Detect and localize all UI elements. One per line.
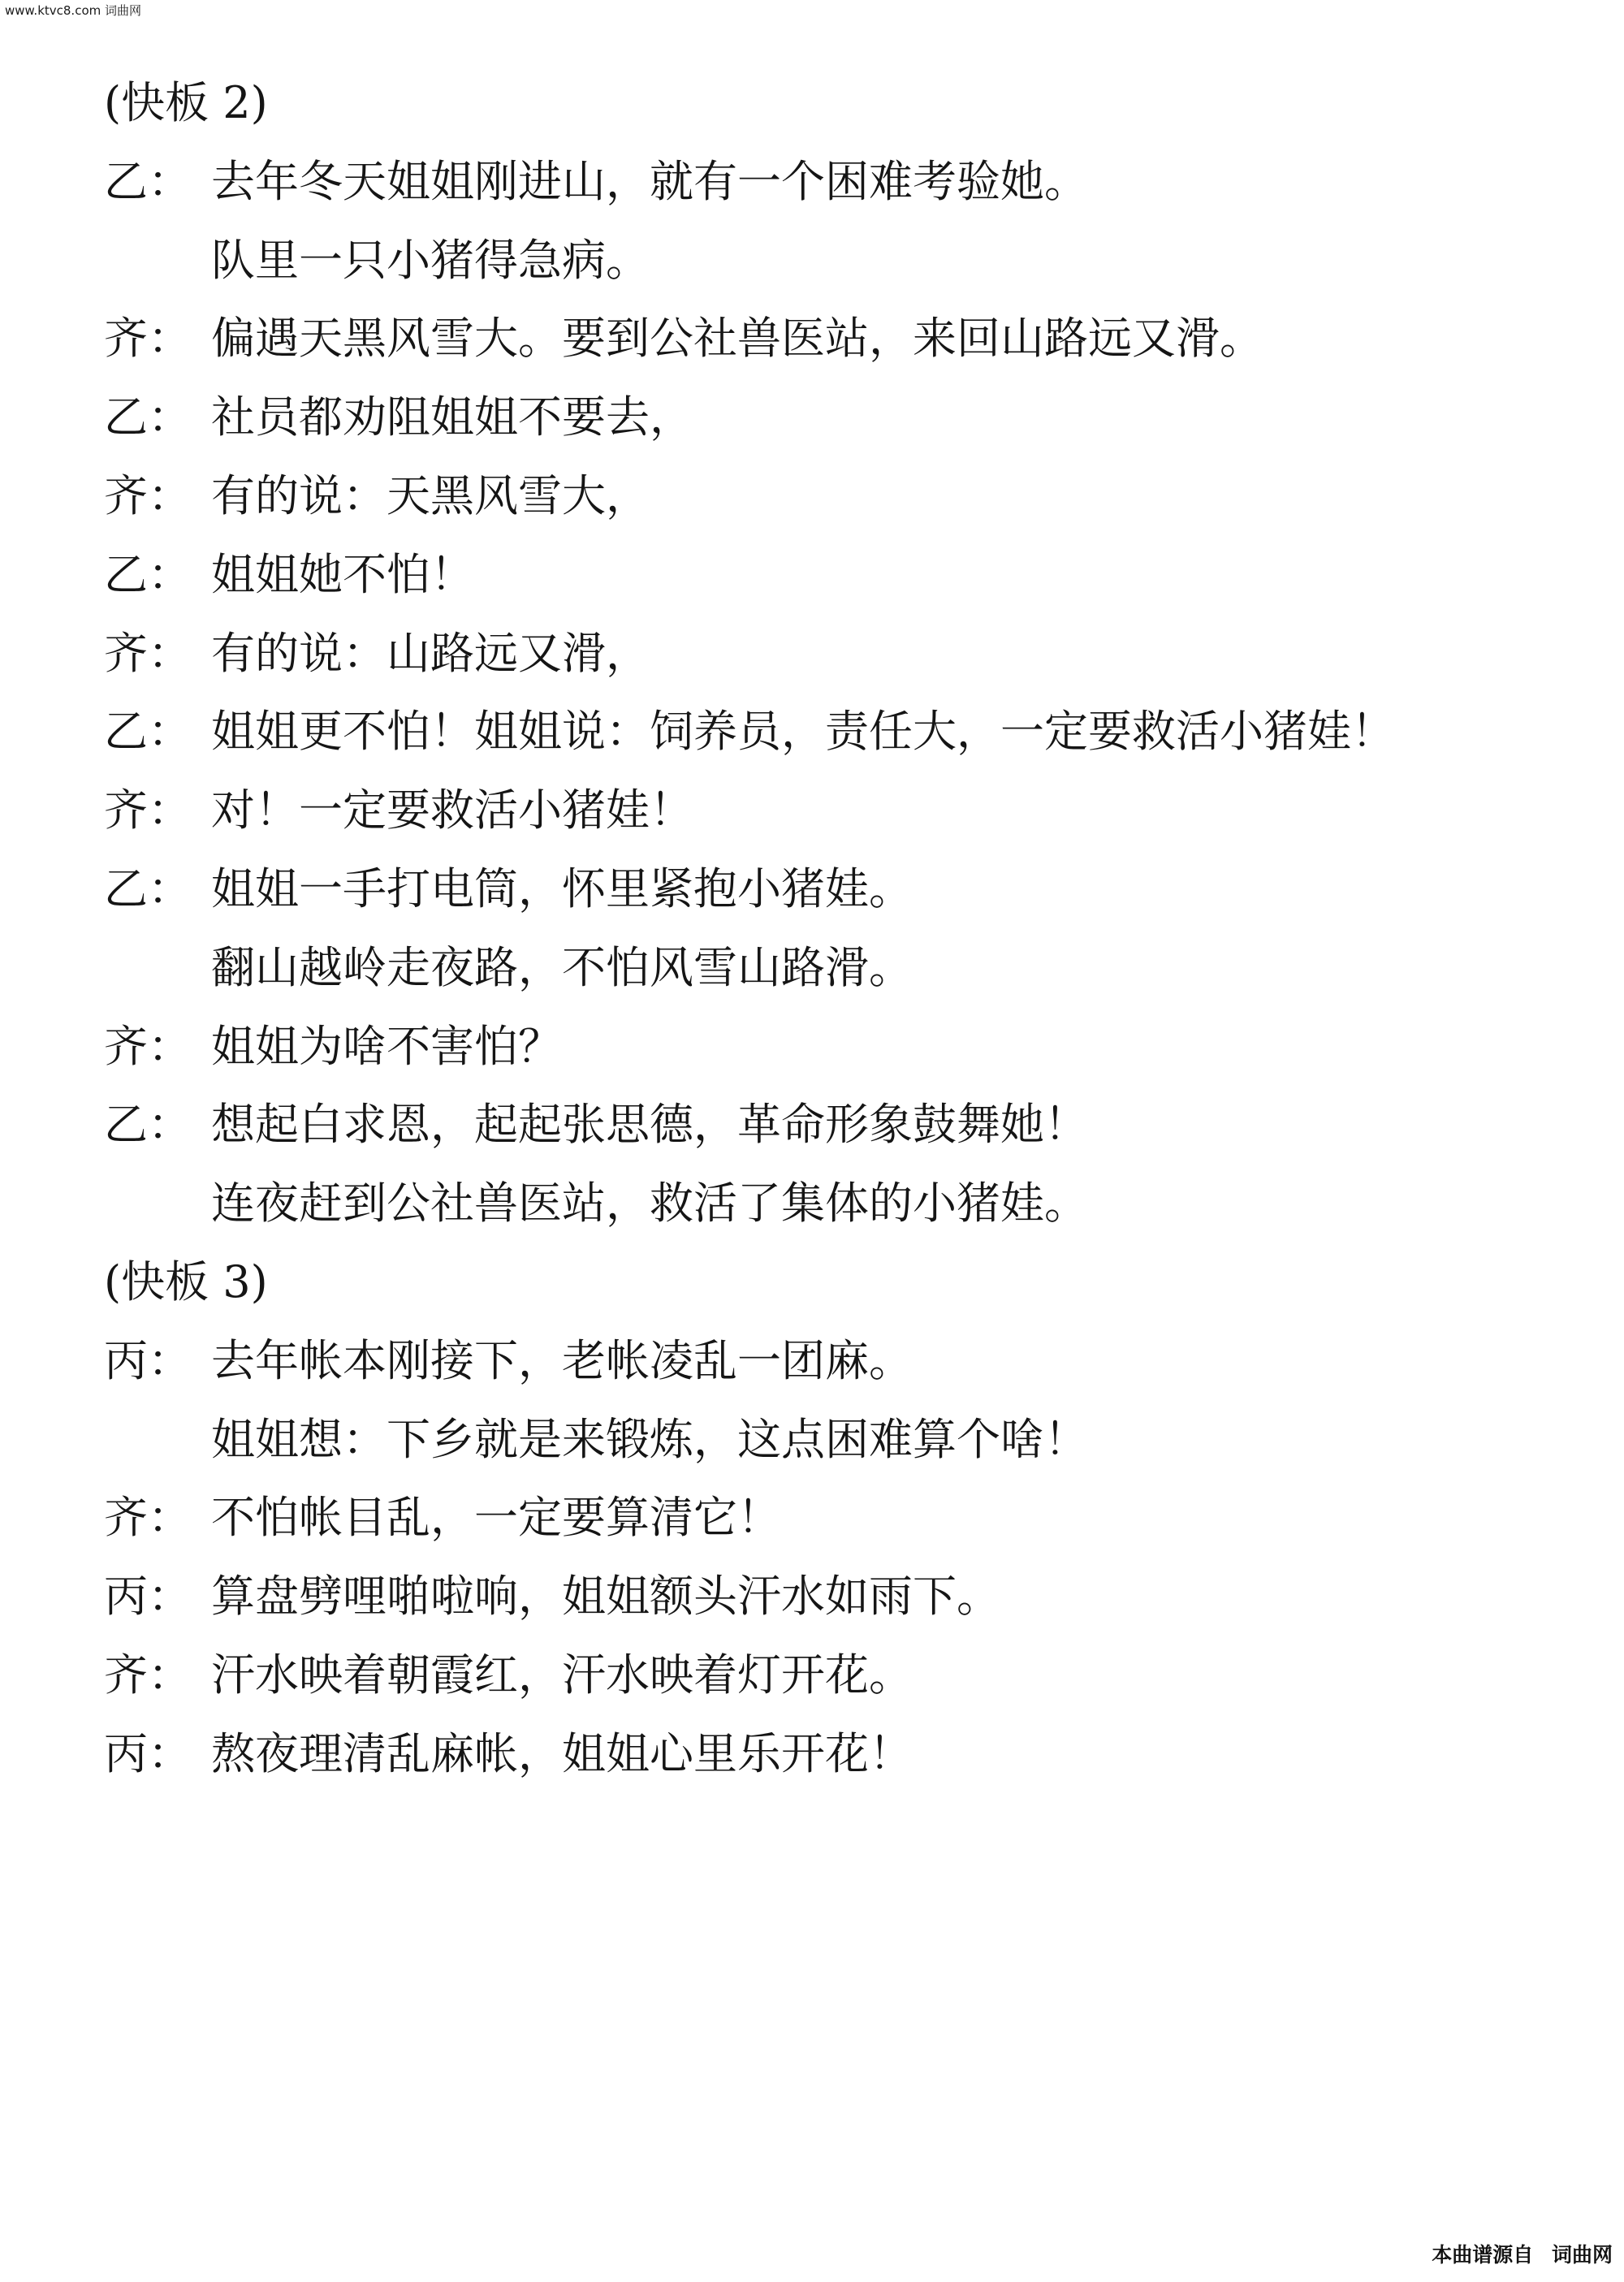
section-title: (快板 2) [104,77,268,128]
line-text: 队里一只小猪得急病。 [211,235,650,286]
speaker-label: 齐： [104,1492,192,1543]
line-text: 去年帐本刚接下，老帐凌乱一团麻。 [211,1335,913,1386]
line-text: 不怕帐目乱，一定要算清它！ [211,1492,781,1543]
line-text: 偏遇天黑风雪大。要到公社兽医站，来回山路远又滑。 [211,313,1263,364]
speaker-label: 乙： [104,706,192,757]
line-text: 汗水映着朝霞红，汗水映着灯开花。 [211,1649,913,1701]
line-text: 姐姐更不怕！姐姐说：饲养员，责任大，一定要救活小猪娃！ [211,706,1395,757]
line-text: 熬夜理清乱麻帐，姐姐心里乐开花！ [211,1728,913,1779]
speaker-label: 乙： [104,863,192,914]
script-line [104,385,693,450]
section-heading [104,1250,268,1315]
section-title: (快板 3) [104,1256,268,1307]
footer-source-text: 本曲谱源自 [1432,2243,1534,2267]
speaker-label: 丙： [104,1335,192,1386]
speaker-label: 乙： [104,391,192,443]
line-text: 翻山越岭走夜路，不怕风雪山路滑。 [211,942,913,993]
speaker-label: 丙： [104,1728,192,1779]
line-text: 有的说：天黑风雪大， [211,470,650,521]
script-line [104,936,913,1001]
script-line [104,1722,913,1787]
line-text: 对！一定要救活小猪娃！ [211,784,693,836]
speaker-label: 乙： [104,1099,192,1150]
script-line [104,699,1395,764]
speaker-label: 齐： [104,1649,192,1701]
speaker-label: 乙： [104,549,192,600]
script-line [104,1171,1088,1236]
script-line [104,778,693,843]
script-line [104,621,650,686]
script-line [104,1014,562,1079]
script-line [104,464,650,529]
script-line [104,1092,1088,1157]
footer-site-name: 词曲网 [1551,2243,1613,2267]
speaker-label: 丙： [104,1571,192,1622]
footer-credit [1420,2239,1613,2268]
line-text: 连夜赶到公社兽医站，救活了集体的小猪娃。 [211,1178,1088,1229]
speaker-label: 齐： [104,1021,192,1072]
line-text: 有的说：山路远又滑， [211,628,650,679]
line-text: 姐姐一手打电筒，怀里紧抱小猪娃。 [211,863,913,914]
line-text: 姐姐想：下乡就是来锻炼，这点困难算个啥！ [211,1414,1088,1465]
section-heading [104,71,268,136]
speaker-label: 乙： [104,156,192,207]
script-line [104,1564,1000,1629]
speaker-label: 齐： [104,784,192,836]
script-line [104,1485,781,1550]
line-text: 算盘劈哩啪啦响，姐姐额头汗水如雨下。 [211,1571,1000,1622]
speaker-label: 齐： [104,628,192,679]
script-line [104,1329,913,1394]
script-line [104,149,1088,214]
script-line [104,857,913,922]
line-text: 姐姐她不怕！ [211,549,474,600]
line-text: 去年冬天姐姐刚进山，就有一个困难考验她。 [211,156,1088,207]
line-text: 社员都劝阻姐姐不要去， [211,391,693,443]
script-line [104,306,1263,371]
script-line [104,1643,913,1708]
speaker-label: 齐： [104,313,192,364]
speaker-label: 齐： [104,470,192,521]
line-text: 想起白求恩，起起张思德，革命形象鼓舞她！ [211,1099,1088,1150]
script-line [104,542,474,607]
site-watermark: www.ktvc8.com 词曲网 [5,3,142,18]
script-line [104,228,650,293]
script-line [104,1407,1088,1472]
line-text: 姐姐为啥不害怕？ [211,1021,562,1072]
